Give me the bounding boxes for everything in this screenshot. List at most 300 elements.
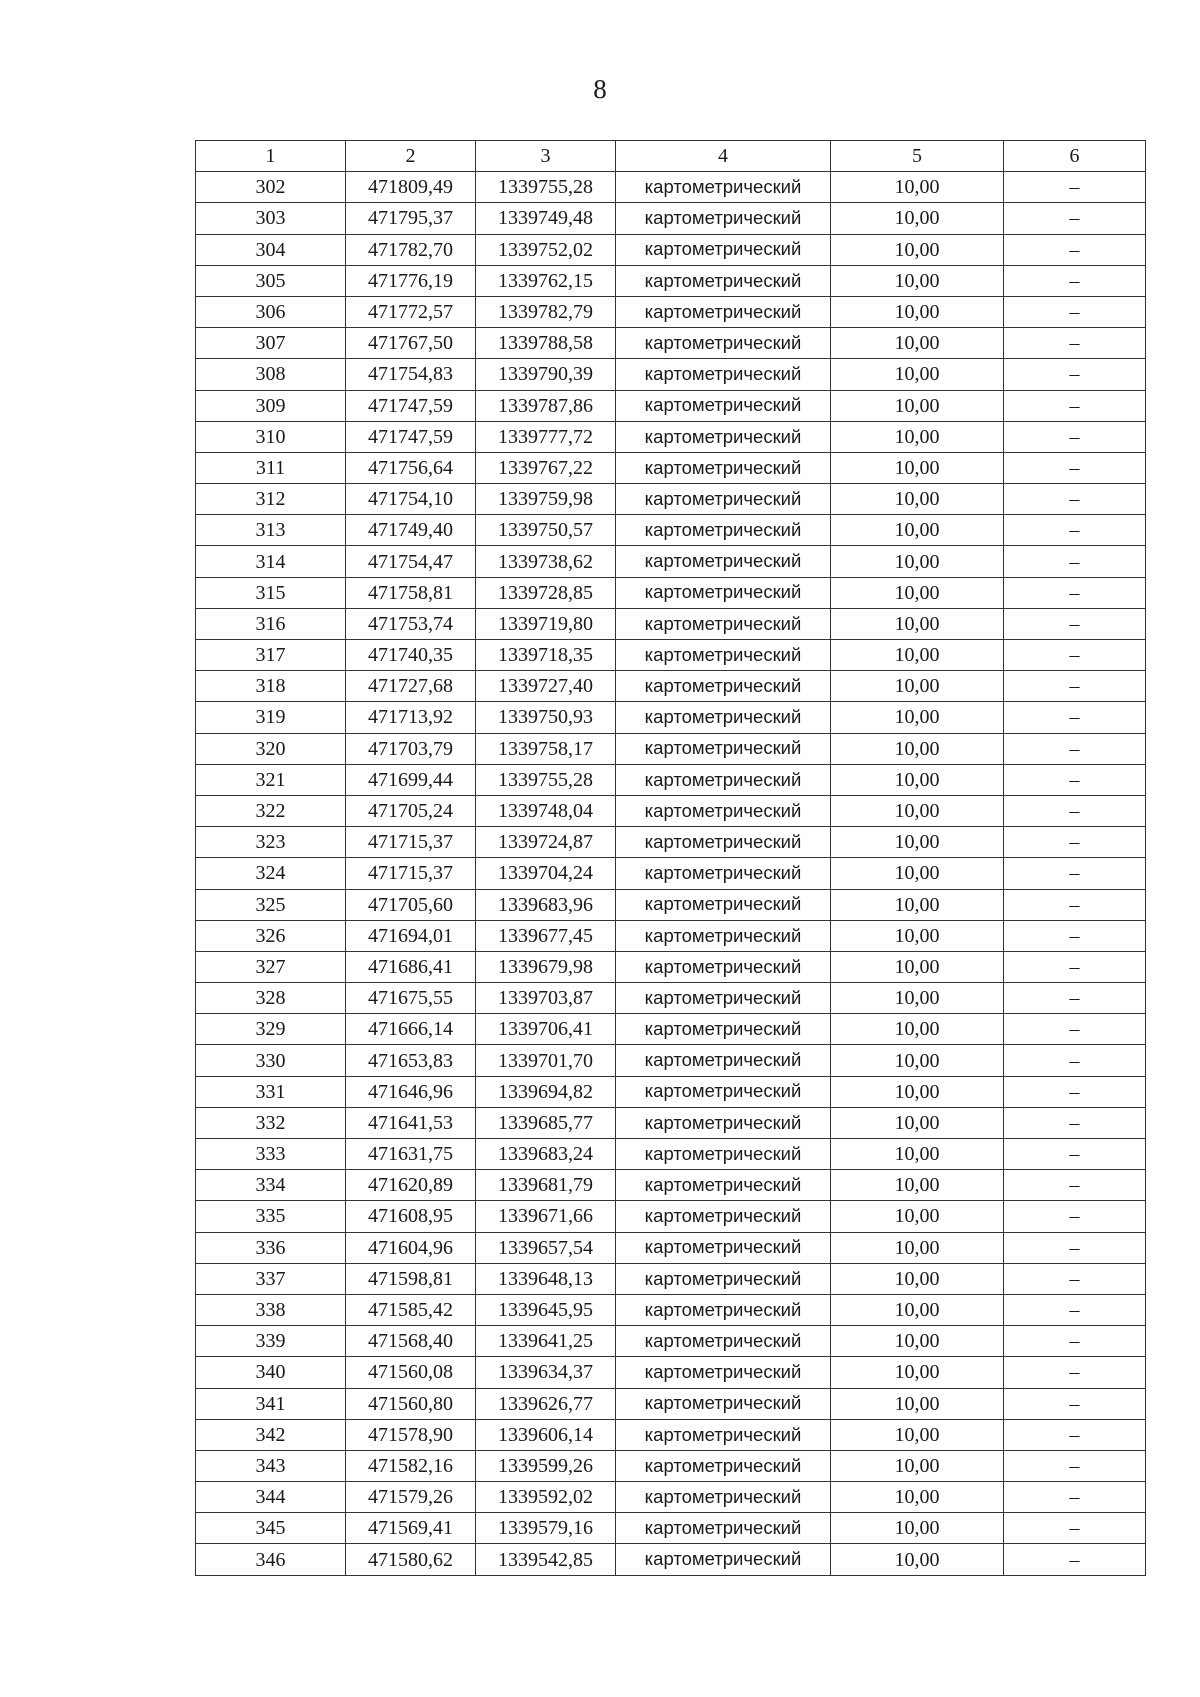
method-cell: картометрический (616, 795, 831, 826)
accuracy-cell: 10,00 (831, 1107, 1004, 1138)
table-row (196, 1513, 1146, 1544)
x-coordinate-cell: 471582,16 (346, 1450, 476, 1481)
y-coordinate-cell: 1339782,79 (476, 296, 616, 327)
table-row (196, 359, 1146, 390)
point-number-cell: 305 (196, 265, 346, 296)
note-cell: – (1004, 983, 1146, 1014)
point-number-cell: 336 (196, 1232, 346, 1263)
point-number-cell: 340 (196, 1357, 346, 1388)
accuracy-cell: 10,00 (831, 234, 1004, 265)
table-row (196, 234, 1146, 265)
table-row (196, 452, 1146, 483)
accuracy-cell: 10,00 (831, 858, 1004, 889)
note-cell: – (1004, 296, 1146, 327)
table-row (196, 172, 1146, 203)
table-row (196, 1170, 1146, 1201)
method-cell: картометрический (616, 608, 831, 639)
accuracy-cell: 10,00 (831, 1419, 1004, 1450)
y-coordinate-cell: 1339694,82 (476, 1076, 616, 1107)
point-number-cell: 338 (196, 1294, 346, 1325)
table-row (196, 733, 1146, 764)
accuracy-cell: 10,00 (831, 515, 1004, 546)
accuracy-cell: 10,00 (831, 1076, 1004, 1107)
table-row (196, 640, 1146, 671)
method-cell: картометрический (616, 889, 831, 920)
method-cell: картометрический (616, 1014, 831, 1045)
y-coordinate-cell: 1339641,25 (476, 1326, 616, 1357)
point-number-cell: 333 (196, 1139, 346, 1170)
accuracy-cell: 10,00 (831, 1201, 1004, 1232)
accuracy-cell: 10,00 (831, 1450, 1004, 1481)
method-cell: картометрический (616, 203, 831, 234)
accuracy-cell: 10,00 (831, 1544, 1004, 1575)
accuracy-cell: 10,00 (831, 390, 1004, 421)
note-cell: – (1004, 1232, 1146, 1263)
note-cell: – (1004, 920, 1146, 951)
table-row (196, 265, 1146, 296)
note-cell: – (1004, 1045, 1146, 1076)
point-number-cell: 332 (196, 1107, 346, 1138)
accuracy-cell: 10,00 (831, 1513, 1004, 1544)
y-coordinate-cell: 1339592,02 (476, 1482, 616, 1513)
accuracy-cell: 10,00 (831, 702, 1004, 733)
table-row (196, 795, 1146, 826)
y-coordinate-cell: 1339685,77 (476, 1107, 616, 1138)
y-coordinate-cell: 1339755,28 (476, 172, 616, 203)
accuracy-cell: 10,00 (831, 608, 1004, 639)
note-cell: – (1004, 1513, 1146, 1544)
accuracy-cell: 10,00 (831, 1232, 1004, 1263)
accuracy-cell: 10,00 (831, 359, 1004, 390)
table-row (196, 1201, 1146, 1232)
column-header-4: 4 (616, 141, 831, 172)
y-coordinate-cell: 1339606,14 (476, 1419, 616, 1450)
note-cell: – (1004, 889, 1146, 920)
column-header-5: 5 (831, 141, 1004, 172)
note-cell: – (1004, 1326, 1146, 1357)
point-number-cell: 309 (196, 390, 346, 421)
point-number-cell: 329 (196, 1014, 346, 1045)
method-cell: картометрический (616, 421, 831, 452)
method-cell: картометрический (616, 1419, 831, 1450)
note-cell: – (1004, 1419, 1146, 1450)
accuracy-cell: 10,00 (831, 172, 1004, 203)
y-coordinate-cell: 1339634,37 (476, 1357, 616, 1388)
method-cell: картометрический (616, 764, 831, 795)
method-cell: картометрический (616, 1357, 831, 1388)
x-coordinate-cell: 471569,41 (346, 1513, 476, 1544)
y-coordinate-cell: 1339727,40 (476, 671, 616, 702)
note-cell: – (1004, 1201, 1146, 1232)
table-row (196, 484, 1146, 515)
point-number-cell: 314 (196, 546, 346, 577)
x-coordinate-cell: 471694,01 (346, 920, 476, 951)
point-number-cell: 335 (196, 1201, 346, 1232)
accuracy-cell: 10,00 (831, 983, 1004, 1014)
point-number-cell: 322 (196, 795, 346, 826)
coordinates-table (195, 140, 1146, 1576)
note-cell: – (1004, 1482, 1146, 1513)
y-coordinate-cell: 1339626,77 (476, 1388, 616, 1419)
accuracy-cell: 10,00 (831, 764, 1004, 795)
point-number-cell: 330 (196, 1045, 346, 1076)
x-coordinate-cell: 471754,47 (346, 546, 476, 577)
point-number-cell: 318 (196, 671, 346, 702)
table-row (196, 764, 1146, 795)
method-cell: картометрический (616, 640, 831, 671)
note-cell: – (1004, 328, 1146, 359)
method-cell: картометрический (616, 1232, 831, 1263)
y-coordinate-cell: 1339752,02 (476, 234, 616, 265)
table-row (196, 951, 1146, 982)
table-row (196, 1544, 1146, 1575)
accuracy-cell: 10,00 (831, 733, 1004, 764)
table-row (196, 920, 1146, 951)
note-cell: – (1004, 1076, 1146, 1107)
method-cell: картометрический (616, 172, 831, 203)
accuracy-cell: 10,00 (831, 827, 1004, 858)
table-row (196, 1014, 1146, 1045)
column-header-3: 3 (476, 141, 616, 172)
point-number-cell: 342 (196, 1419, 346, 1450)
table-row (196, 1263, 1146, 1294)
method-cell: картометрический (616, 920, 831, 951)
note-cell: – (1004, 1139, 1146, 1170)
note-cell: – (1004, 733, 1146, 764)
y-coordinate-cell: 1339759,98 (476, 484, 616, 515)
method-cell: картометрический (616, 1388, 831, 1419)
method-cell: картометрический (616, 1450, 831, 1481)
point-number-cell: 341 (196, 1388, 346, 1419)
accuracy-cell: 10,00 (831, 1139, 1004, 1170)
table-row (196, 1450, 1146, 1481)
x-coordinate-cell: 471699,44 (346, 764, 476, 795)
y-coordinate-cell: 1339738,62 (476, 546, 616, 577)
table-row (196, 1482, 1146, 1513)
method-cell: картометрический (616, 1294, 831, 1325)
method-cell: картометрический (616, 827, 831, 858)
x-coordinate-cell: 471675,55 (346, 983, 476, 1014)
y-coordinate-cell: 1339777,72 (476, 421, 616, 452)
x-coordinate-cell: 471795,37 (346, 203, 476, 234)
method-cell: картометрический (616, 390, 831, 421)
note-cell: – (1004, 1450, 1146, 1481)
table-row (196, 983, 1146, 1014)
note-cell: – (1004, 265, 1146, 296)
note-cell: – (1004, 1170, 1146, 1201)
point-number-cell: 327 (196, 951, 346, 982)
accuracy-cell: 10,00 (831, 328, 1004, 359)
column-header-2: 2 (346, 141, 476, 172)
table-row (196, 1294, 1146, 1325)
method-cell: картометрический (616, 328, 831, 359)
table-row (196, 1388, 1146, 1419)
accuracy-cell: 10,00 (831, 1294, 1004, 1325)
point-number-cell: 334 (196, 1170, 346, 1201)
table-row (196, 608, 1146, 639)
point-number-cell: 331 (196, 1076, 346, 1107)
x-coordinate-cell: 471653,83 (346, 1045, 476, 1076)
x-coordinate-cell: 471715,37 (346, 858, 476, 889)
method-cell: картометрический (616, 577, 831, 608)
y-coordinate-cell: 1339542,85 (476, 1544, 616, 1575)
note-cell: – (1004, 515, 1146, 546)
table-row (196, 1045, 1146, 1076)
note-cell: – (1004, 702, 1146, 733)
x-coordinate-cell: 471585,42 (346, 1294, 476, 1325)
x-coordinate-cell: 471758,81 (346, 577, 476, 608)
point-number-cell: 303 (196, 203, 346, 234)
note-cell: – (1004, 1357, 1146, 1388)
x-coordinate-cell: 471749,40 (346, 515, 476, 546)
y-coordinate-cell: 1339748,04 (476, 795, 616, 826)
accuracy-cell: 10,00 (831, 1014, 1004, 1045)
table-row (196, 546, 1146, 577)
method-cell: картометрический (616, 1201, 831, 1232)
point-number-cell: 345 (196, 1513, 346, 1544)
method-cell: картометрический (616, 1544, 831, 1575)
y-coordinate-cell: 1339787,86 (476, 390, 616, 421)
x-coordinate-cell: 471727,68 (346, 671, 476, 702)
method-cell: картометрический (616, 265, 831, 296)
method-cell: картометрический (616, 1107, 831, 1138)
method-cell: картометрический (616, 1513, 831, 1544)
point-number-cell: 311 (196, 452, 346, 483)
table-body (196, 172, 1146, 1575)
accuracy-cell: 10,00 (831, 889, 1004, 920)
x-coordinate-cell: 471578,90 (346, 1419, 476, 1450)
x-coordinate-cell: 471772,57 (346, 296, 476, 327)
x-coordinate-cell: 471715,37 (346, 827, 476, 858)
point-number-cell: 326 (196, 920, 346, 951)
accuracy-cell: 10,00 (831, 546, 1004, 577)
note-cell: – (1004, 359, 1146, 390)
method-cell: картометрический (616, 858, 831, 889)
note-cell: – (1004, 452, 1146, 483)
note-cell: – (1004, 640, 1146, 671)
point-number-cell: 302 (196, 172, 346, 203)
method-cell: картометрический (616, 484, 831, 515)
point-number-cell: 320 (196, 733, 346, 764)
point-number-cell: 304 (196, 234, 346, 265)
method-cell: картометрический (616, 1045, 831, 1076)
method-cell: картометрический (616, 1482, 831, 1513)
point-number-cell: 312 (196, 484, 346, 515)
accuracy-cell: 10,00 (831, 1388, 1004, 1419)
method-cell: картометрический (616, 1170, 831, 1201)
method-cell: картометрический (616, 951, 831, 982)
method-cell: картометрический (616, 546, 831, 577)
note-cell: – (1004, 951, 1146, 982)
table-row (196, 515, 1146, 546)
note-cell: – (1004, 1544, 1146, 1575)
accuracy-cell: 10,00 (831, 265, 1004, 296)
accuracy-cell: 10,00 (831, 203, 1004, 234)
y-coordinate-cell: 1339703,87 (476, 983, 616, 1014)
point-number-cell: 321 (196, 764, 346, 795)
accuracy-cell: 10,00 (831, 421, 1004, 452)
x-coordinate-cell: 471580,62 (346, 1544, 476, 1575)
note-cell: – (1004, 858, 1146, 889)
table-row (196, 827, 1146, 858)
method-cell: картометрический (616, 234, 831, 265)
x-coordinate-cell: 471703,79 (346, 733, 476, 764)
note-cell: – (1004, 390, 1146, 421)
accuracy-cell: 10,00 (831, 640, 1004, 671)
y-coordinate-cell: 1339790,39 (476, 359, 616, 390)
point-number-cell: 308 (196, 359, 346, 390)
note-cell: – (1004, 577, 1146, 608)
x-coordinate-cell: 471646,96 (346, 1076, 476, 1107)
x-coordinate-cell: 471641,53 (346, 1107, 476, 1138)
y-coordinate-cell: 1339671,66 (476, 1201, 616, 1232)
table-row (196, 1076, 1146, 1107)
x-coordinate-cell: 471579,26 (346, 1482, 476, 1513)
accuracy-cell: 10,00 (831, 452, 1004, 483)
x-coordinate-cell: 471620,89 (346, 1170, 476, 1201)
x-coordinate-cell: 471753,74 (346, 608, 476, 639)
table-row (196, 1326, 1146, 1357)
method-cell: картометрический (616, 671, 831, 702)
coordinates-table-container (195, 140, 1145, 1576)
x-coordinate-cell: 471598,81 (346, 1263, 476, 1294)
point-number-cell: 307 (196, 328, 346, 359)
note-cell: – (1004, 1294, 1146, 1325)
note-cell: – (1004, 795, 1146, 826)
accuracy-cell: 10,00 (831, 484, 1004, 515)
point-number-cell: 324 (196, 858, 346, 889)
x-coordinate-cell: 471740,35 (346, 640, 476, 671)
y-coordinate-cell: 1339762,15 (476, 265, 616, 296)
y-coordinate-cell: 1339706,41 (476, 1014, 616, 1045)
note-cell: – (1004, 484, 1146, 515)
method-cell: картометрический (616, 359, 831, 390)
note-cell: – (1004, 1107, 1146, 1138)
x-coordinate-cell: 471705,24 (346, 795, 476, 826)
table-row (196, 1107, 1146, 1138)
y-coordinate-cell: 1339767,22 (476, 452, 616, 483)
accuracy-cell: 10,00 (831, 1357, 1004, 1388)
note-cell: – (1004, 1388, 1146, 1419)
y-coordinate-cell: 1339750,57 (476, 515, 616, 546)
point-number-cell: 306 (196, 296, 346, 327)
point-number-cell: 328 (196, 983, 346, 1014)
y-coordinate-cell: 1339728,85 (476, 577, 616, 608)
x-coordinate-cell: 471767,50 (346, 328, 476, 359)
y-coordinate-cell: 1339683,96 (476, 889, 616, 920)
table-row (196, 328, 1146, 359)
y-coordinate-cell: 1339724,87 (476, 827, 616, 858)
x-coordinate-cell: 471747,59 (346, 390, 476, 421)
x-coordinate-cell: 471608,95 (346, 1201, 476, 1232)
x-coordinate-cell: 471686,41 (346, 951, 476, 982)
y-coordinate-cell: 1339648,13 (476, 1263, 616, 1294)
accuracy-cell: 10,00 (831, 951, 1004, 982)
point-number-cell: 325 (196, 889, 346, 920)
method-cell: картометрический (616, 702, 831, 733)
x-coordinate-cell: 471705,60 (346, 889, 476, 920)
y-coordinate-cell: 1339749,48 (476, 203, 616, 234)
x-coordinate-cell: 471631,75 (346, 1139, 476, 1170)
x-coordinate-cell: 471756,64 (346, 452, 476, 483)
y-coordinate-cell: 1339645,95 (476, 1294, 616, 1325)
note-cell: – (1004, 546, 1146, 577)
method-cell: картометрический (616, 296, 831, 327)
point-number-cell: 337 (196, 1263, 346, 1294)
accuracy-cell: 10,00 (831, 920, 1004, 951)
x-coordinate-cell: 471782,70 (346, 234, 476, 265)
note-cell: – (1004, 764, 1146, 795)
note-cell: – (1004, 827, 1146, 858)
method-cell: картометрический (616, 983, 831, 1014)
accuracy-cell: 10,00 (831, 1482, 1004, 1513)
accuracy-cell: 10,00 (831, 1170, 1004, 1201)
column-header-1: 1 (196, 141, 346, 172)
y-coordinate-cell: 1339677,45 (476, 920, 616, 951)
table-row (196, 1139, 1146, 1170)
note-cell: – (1004, 421, 1146, 452)
note-cell: – (1004, 608, 1146, 639)
table-row (196, 296, 1146, 327)
point-number-cell: 310 (196, 421, 346, 452)
accuracy-cell: 10,00 (831, 577, 1004, 608)
method-cell: картометрический (616, 1139, 831, 1170)
y-coordinate-cell: 1339701,70 (476, 1045, 616, 1076)
y-coordinate-cell: 1339750,93 (476, 702, 616, 733)
note-cell: – (1004, 1263, 1146, 1294)
table-row (196, 203, 1146, 234)
point-number-cell: 346 (196, 1544, 346, 1575)
table-row (196, 1419, 1146, 1450)
table-row (196, 889, 1146, 920)
x-coordinate-cell: 471568,40 (346, 1326, 476, 1357)
y-coordinate-cell: 1339755,28 (476, 764, 616, 795)
point-number-cell: 317 (196, 640, 346, 671)
method-cell: картометрический (616, 1263, 831, 1294)
x-coordinate-cell: 471776,19 (346, 265, 476, 296)
y-coordinate-cell: 1339758,17 (476, 733, 616, 764)
table-row (196, 1357, 1146, 1388)
y-coordinate-cell: 1339679,98 (476, 951, 616, 982)
y-coordinate-cell: 1339788,58 (476, 328, 616, 359)
y-coordinate-cell: 1339599,26 (476, 1450, 616, 1481)
y-coordinate-cell: 1339718,35 (476, 640, 616, 671)
table-row (196, 577, 1146, 608)
table-row (196, 671, 1146, 702)
accuracy-cell: 10,00 (831, 1263, 1004, 1294)
table-row (196, 702, 1146, 733)
point-number-cell: 319 (196, 702, 346, 733)
accuracy-cell: 10,00 (831, 296, 1004, 327)
y-coordinate-cell: 1339704,24 (476, 858, 616, 889)
point-number-cell: 315 (196, 577, 346, 608)
x-coordinate-cell: 471754,83 (346, 359, 476, 390)
table-header-row (196, 141, 1146, 172)
x-coordinate-cell: 471560,80 (346, 1388, 476, 1419)
x-coordinate-cell: 471754,10 (346, 484, 476, 515)
note-cell: – (1004, 172, 1146, 203)
method-cell: картометрический (616, 452, 831, 483)
x-coordinate-cell: 471560,08 (346, 1357, 476, 1388)
table-row (196, 1232, 1146, 1263)
note-cell: – (1004, 671, 1146, 702)
accuracy-cell: 10,00 (831, 1045, 1004, 1076)
table-row (196, 390, 1146, 421)
note-cell: – (1004, 1014, 1146, 1045)
accuracy-cell: 10,00 (831, 671, 1004, 702)
table-row (196, 858, 1146, 889)
point-number-cell: 344 (196, 1482, 346, 1513)
